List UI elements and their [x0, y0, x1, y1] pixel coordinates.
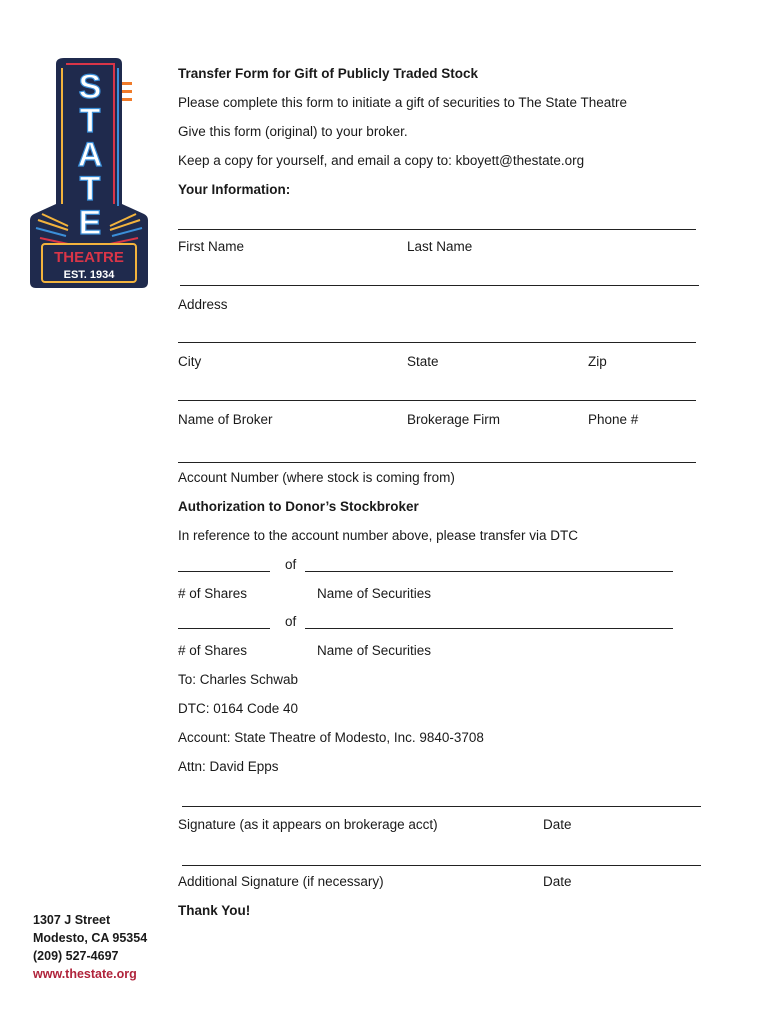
footer-phone: (209) 527-4697 — [33, 949, 119, 963]
attention-line: Attn: David Epps — [178, 759, 279, 774]
authorization-heading: Authorization to Donor’s Stockbroker — [178, 499, 419, 514]
footer-address — [33, 911, 147, 983]
logo-est-text: EST. 1934 — [63, 269, 115, 281]
securities-field-line-1[interactable] — [305, 571, 673, 572]
logo-letter: S — [78, 68, 102, 106]
logo-theatre-text: THEATRE — [54, 249, 124, 266]
thank-you: Thank You! — [178, 903, 251, 918]
state-theatre-logo — [28, 54, 150, 290]
logo-letter: T — [79, 102, 101, 140]
city-label: City — [178, 354, 202, 369]
dtc-code: DTC: 0164 Code 40 — [178, 701, 299, 716]
shares-label-2: # of Shares — [178, 643, 248, 658]
address-field-line[interactable] — [180, 285, 699, 286]
recipient-account: Account: State Theatre of Modesto, Inc. 9840-3708 — [178, 730, 484, 745]
date-label-2: Date — [543, 874, 572, 889]
recipient-broker: To: Charles Schwab — [178, 672, 299, 687]
brokerage-firm-label: Brokerage Firm — [407, 412, 501, 427]
securities-field-line-2[interactable] — [305, 628, 673, 629]
account-number-label: Account Number (where stock is coming from) — [178, 470, 455, 485]
of-text: of — [285, 557, 297, 572]
logo-letter: A — [77, 136, 103, 174]
intro-line-2: Give this form (original) to your broker. — [178, 124, 408, 139]
securities-label-1: Name of Securities — [317, 586, 432, 601]
of-text: of — [285, 614, 297, 629]
first-name-label: First Name — [178, 239, 245, 254]
name-field-line[interactable] — [178, 229, 696, 230]
authorization-intro: In reference to the account number above, please transfer via DTC — [178, 528, 578, 543]
securities-label-2: Name of Securities — [317, 643, 432, 658]
broker-field-line[interactable] — [178, 400, 696, 401]
broker-name-label: Name of Broker — [178, 412, 273, 427]
your-information-heading: Your Information: — [178, 182, 291, 197]
state-label: State — [407, 354, 439, 369]
last-name-label: Last Name — [407, 239, 473, 254]
account-number-line[interactable] — [178, 462, 696, 463]
intro-line-3: Keep a copy for yourself, and email a copy to: kboyett@thestate.org — [178, 153, 585, 168]
intro-line-1: Please complete this form to initiate a gift of securities to The State Theatre — [178, 95, 627, 110]
logo-letter: E — [78, 204, 102, 242]
logo-letter: T — [79, 170, 101, 208]
shares-field-line-1[interactable] — [178, 571, 270, 572]
city-state-zip-line[interactable] — [178, 342, 696, 343]
date-label: Date — [543, 817, 572, 832]
footer-city: Modesto, CA 95354 — [33, 931, 148, 945]
zip-label: Zip — [588, 354, 607, 369]
shares-label-1: # of Shares — [178, 586, 248, 601]
signature-label: Signature (as it appears on brokerage acct) — [178, 817, 438, 832]
footer-website-link[interactable]: www.thestate.org — [33, 967, 137, 981]
additional-signature-line[interactable] — [182, 865, 701, 866]
address-label: Address — [178, 297, 228, 312]
form-title: Transfer Form for Gift of Publicly Traded Stock — [178, 66, 479, 81]
additional-signature-label: Additional Signature (if necessary) — [178, 874, 384, 889]
phone-label: Phone # — [588, 412, 639, 427]
footer-street: 1307 J Street — [33, 913, 111, 927]
signature-line[interactable] — [182, 806, 701, 807]
shares-field-line-2[interactable] — [178, 628, 270, 629]
